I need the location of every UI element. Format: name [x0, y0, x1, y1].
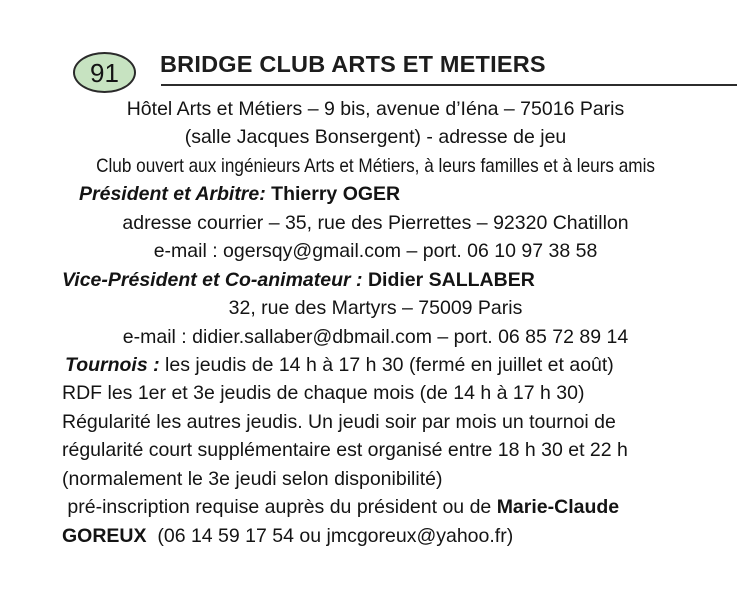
vice-president-name: Didier SALLABER	[367, 268, 535, 291]
club-number: 91	[90, 57, 119, 88]
text-segment: adresse courrier – 35, rue des Pierrettes – 92320 Chatillon	[122, 211, 629, 234]
contact-name-line	[0, 522, 751, 550]
text-segment: 32, rue des Martyrs – 75009 Paris	[228, 297, 523, 320]
president-name: Thierry OGER	[265, 183, 401, 206]
title-underline	[161, 84, 737, 86]
membership-line	[0, 152, 751, 180]
text-segment: Club ouvert aux ingénieurs Arts et Métiers, à leurs familles et à leurs amis	[96, 154, 655, 177]
text-segment: pré-inscription requise auprès du président ou de	[62, 496, 497, 519]
text-segment: Régularité les autres jeudis. Un jeudi soir par mois un tournoi de	[62, 410, 616, 433]
text-segment: les jeudis de 14 h à 17 h 30 (fermé en juillet et août)	[165, 353, 614, 376]
contact-phone-email: (06 14 59 17 54 ou jmcgoreux@yahoo.fr)	[146, 524, 514, 547]
president-role-label: Président et Arbitre:	[79, 183, 266, 206]
vice-president-role-label: Vice-Président et Co-animateur :	[62, 268, 368, 291]
text-segment: e-mail : didier.sallaber@dbmail.com – port. 06 85 72 89 14	[122, 325, 629, 348]
vice-president-contact-line	[0, 323, 751, 351]
text-segment: e-mail : ogersqy@gmail.com – port. 06 10 97 38 58	[153, 240, 598, 263]
president-postal-line	[0, 209, 751, 237]
tournaments-line	[0, 351, 751, 379]
text-segment: RDF les 1er et 3e jeudis de chaque mois (de 14 h à 17 h 30)	[62, 382, 585, 405]
regularity-schedule-line-1	[0, 408, 751, 436]
vice-president-postal-line	[0, 294, 751, 322]
venue-room-line	[0, 123, 751, 151]
president-contact-line	[0, 237, 751, 265]
regularity-schedule-line-2	[0, 436, 751, 464]
club-number-badge	[73, 52, 136, 93]
regularity-schedule-line-3	[0, 465, 751, 493]
vice-president-line	[0, 266, 751, 294]
page-title: BRIDGE CLUB ARTS ET METIERS	[160, 51, 546, 77]
contact-first-name: Marie-Claude	[496, 496, 620, 519]
venue-address-line	[0, 95, 751, 123]
contact-last-name: GOREUX	[62, 524, 147, 547]
president-line	[0, 180, 751, 208]
rdf-schedule-line	[0, 379, 751, 407]
club-details	[0, 95, 751, 550]
text-segment: régularité court supplémentaire est organisé entre 18 h 30 et 22 h	[62, 439, 628, 462]
text-segment: Hôtel Arts et Métiers – 9 bis, avenue d’Iéna – 75016 Paris	[126, 98, 625, 120]
text-segment: (salle Jacques Bonsergent) - adresse de jeu	[184, 126, 567, 149]
text-segment: (normalement le 3e jeudi selon disponibilité)	[62, 467, 443, 490]
tournaments-label: Tournois :	[65, 353, 166, 376]
preregistration-line	[0, 493, 751, 521]
